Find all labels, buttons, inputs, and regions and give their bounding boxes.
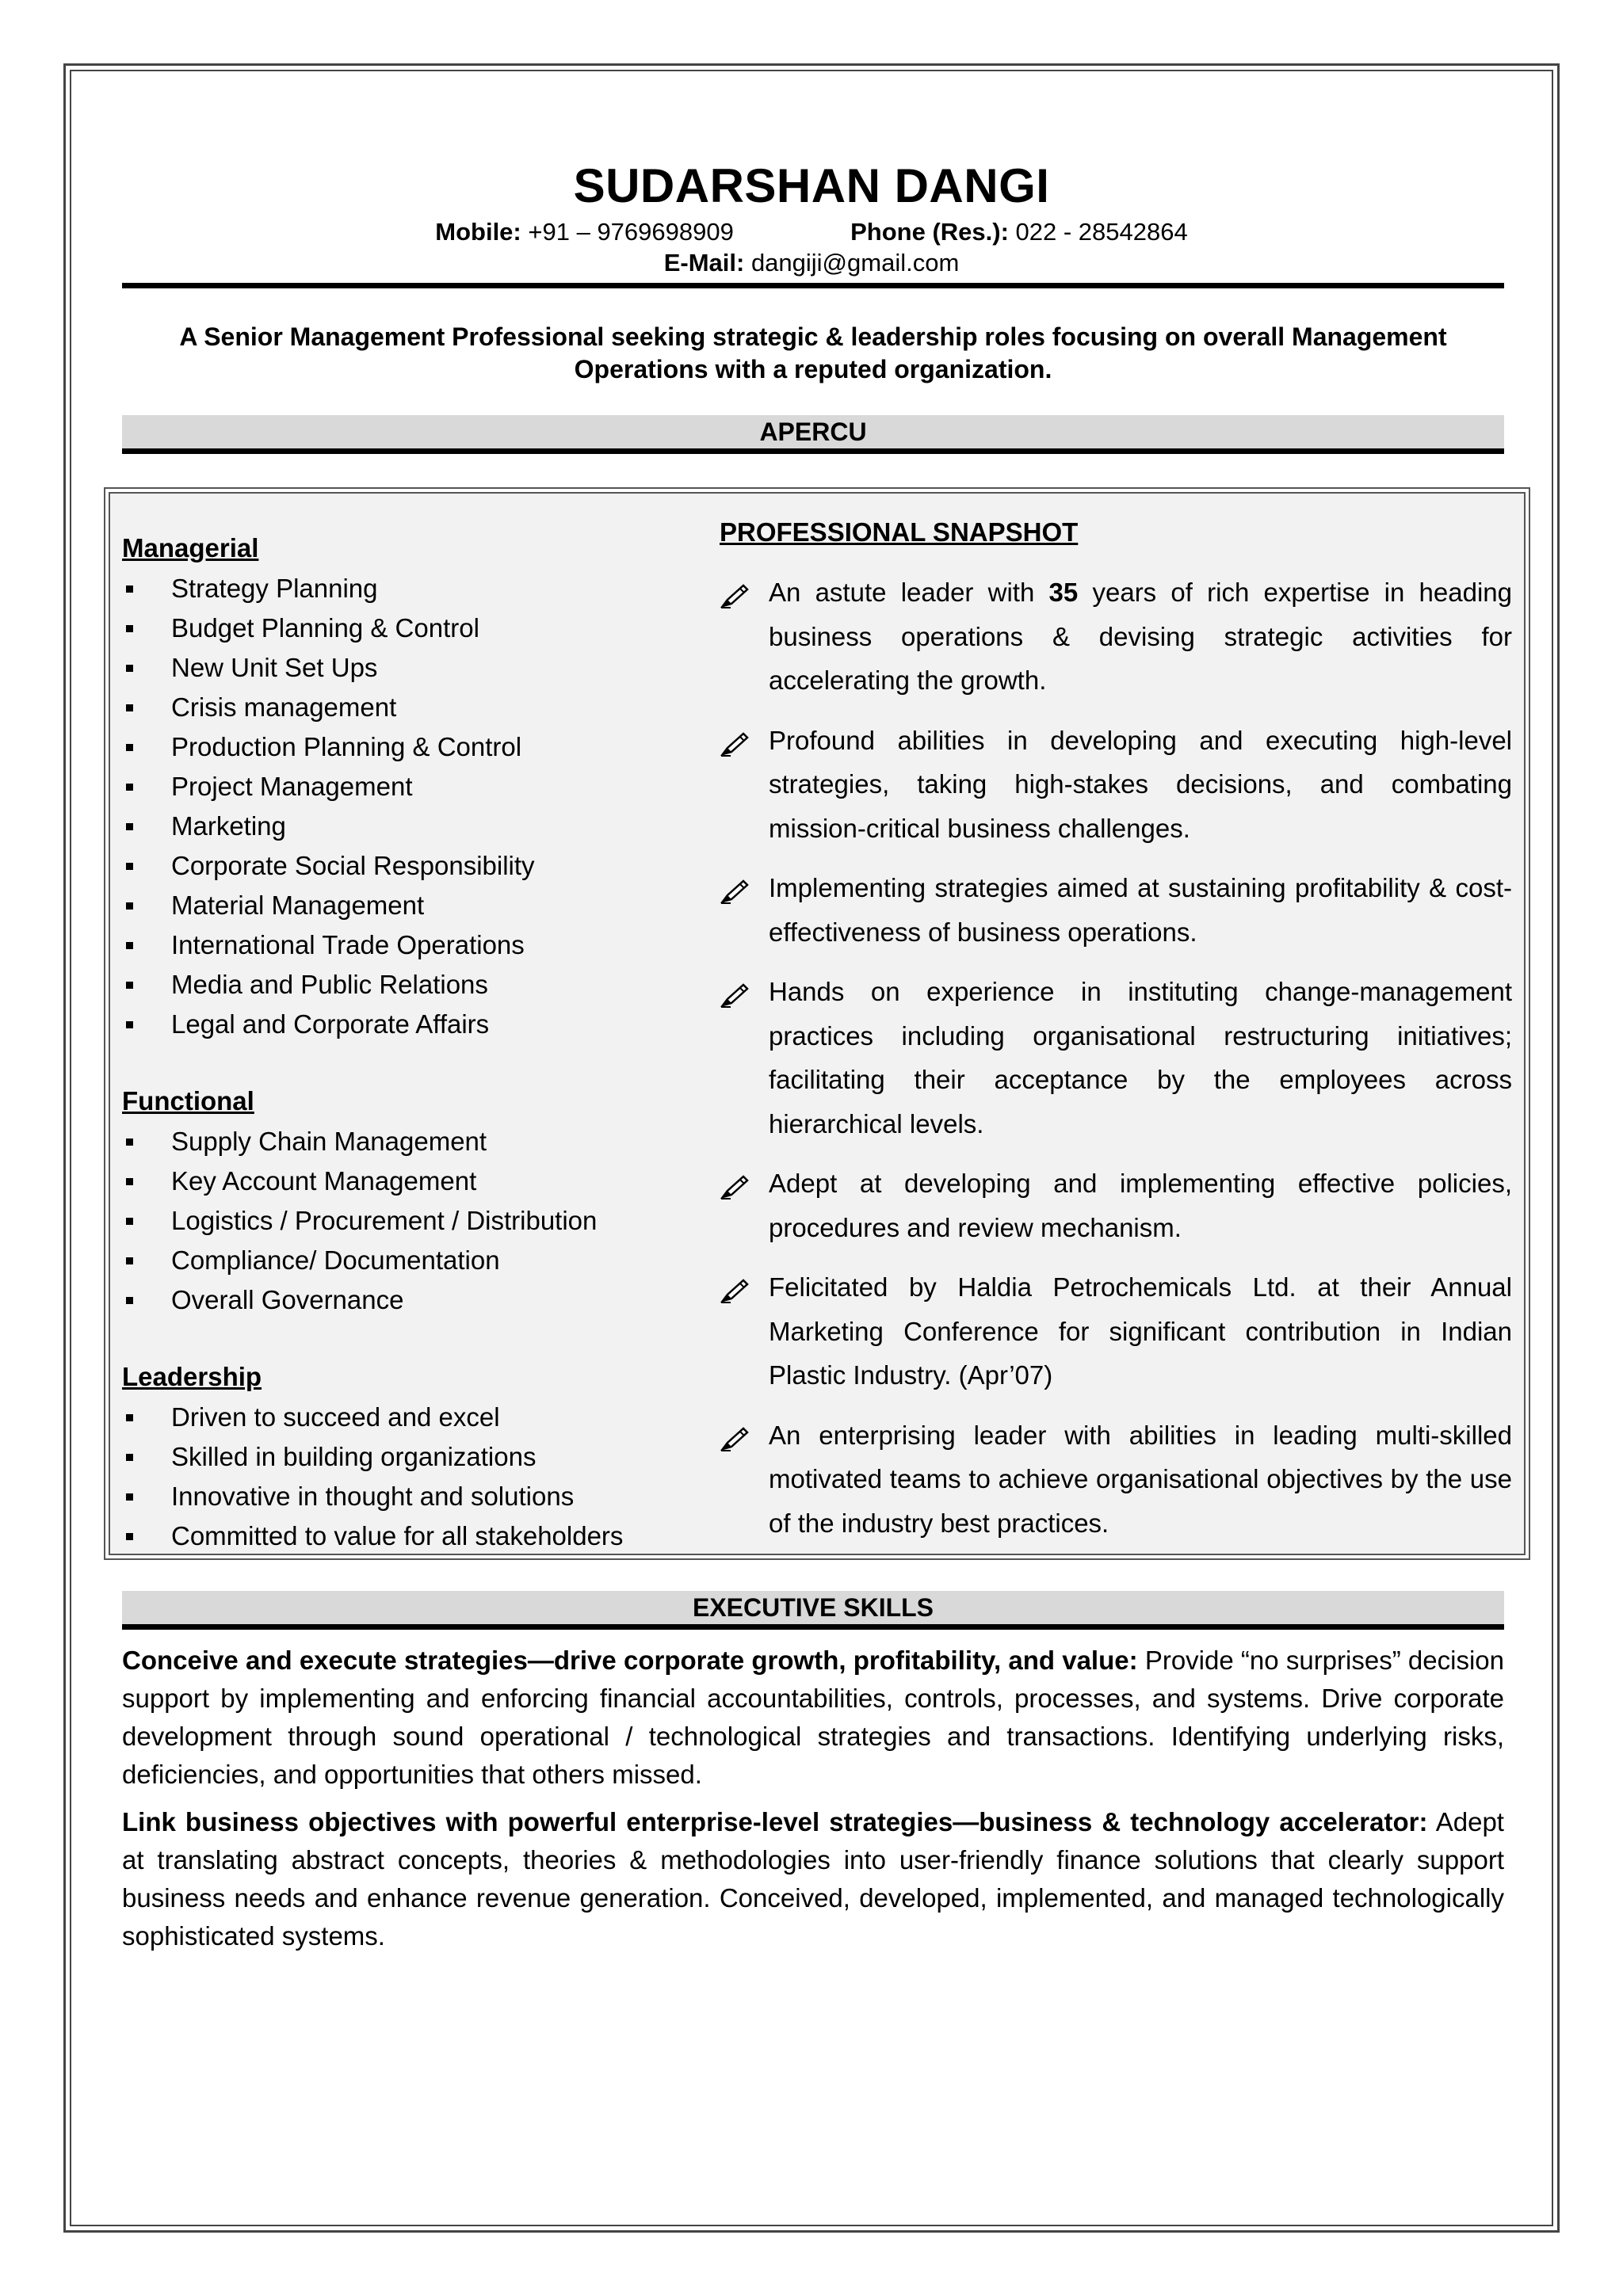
skill-paragraph [122,1803,1504,1955]
list-item: Project Management [122,767,693,807]
section-header-executive-skills: EXECUTIVE SKILLS [122,1591,1504,1630]
pencil-icon [720,1169,750,1196]
phone-label: Phone (Res.): [850,218,1009,246]
snapshot-title: PROFESSIONAL SNAPSHOT [720,517,1079,547]
list-item [720,719,1512,851]
skill-lead: Conceive and execute strategies—drive corporate growth, profitability, and value: [122,1646,1138,1675]
mobile-label: Mobile: [435,218,521,246]
list-item: Key Account Management [122,1161,693,1201]
list-item: Logistics / Procurement / Distribution [122,1201,693,1241]
snapshot-text: Profound abilities in developing and executing high-level strategies, taking high-stakes decisions, and combating mission-critical business challenges. [769,725,1512,843]
competency-list [122,1122,693,1320]
pencil-icon [720,1421,750,1448]
pencil-icon [720,978,750,1005]
section-header-apercu: APERCU [122,415,1504,454]
list-item: Skilled in building organizations [122,1437,693,1477]
snapshot-highlight: 35 [1048,578,1079,607]
skill-text: Provide “no surprises” decision support by implementing and enforcing financial accountabilities, controls, processes, and systems. Drive corporate development through sound operational / technological strategies and transactions. Identifying underlying risks, deficiencies, and opportunities that others missed. [122,1646,1504,1789]
email-label: E-Mail: [663,249,745,277]
snapshot-text: Felicitated by Haldia Petrochemicals Ltd. at their Annual Marketing Conference for significant contribution in Indian Plastic Industry. (Apr’07) [769,1272,1512,1390]
list-item: Supply Chain Management [122,1122,693,1161]
candidate-name: SUDARSHAN DANGI [573,159,1050,212]
competency-category [122,531,693,1044]
list-item [720,1161,1512,1249]
list-item: New Unit Set Ups [122,648,693,688]
list-item: Driven to succeed and excel [122,1398,693,1437]
category-title: Leadership [122,1362,262,1391]
snapshot-text: years of rich expertise in heading business operations & devising strategic activities for accelerating the growth. [769,578,1512,695]
professional-snapshot [720,515,1512,1561]
list-item: International Trade Operations [122,925,693,965]
category-title: Functional [122,1086,254,1116]
list-item: Strategy Planning [122,569,693,608]
pencil-icon [720,727,750,753]
list-item [720,866,1512,954]
objective-statement: A Senior Management Professional seeking strategic & leadership roles focusing on overall Management Operations with a reputed organization. [179,322,1447,383]
list-item: Compliance/ Documentation [122,1241,693,1280]
snapshot-text: Implementing strategies aimed at sustaining profitability & cost-effectiveness of business operations. [769,873,1512,947]
competency-category [122,1360,693,1556]
email-value: dangiji@gmail.com [750,249,960,277]
skill-lead: Link business objectives with powerful enterprise-level strategies—business & technology accelerator: [122,1807,1428,1836]
snapshot-text: An astute leader with [769,578,1049,607]
snapshot-list [720,570,1512,1545]
list-item: Committed to value for all stakeholders [122,1516,693,1556]
header-divider [122,283,1504,288]
pencil-icon [720,1273,750,1300]
pencil-icon [720,578,750,605]
list-item: Media and Public Relations [122,965,693,1005]
competency-list [122,569,693,1044]
list-item [720,570,1512,703]
list-item [720,1265,1512,1398]
skill-text: Adept at translating abstract concepts, theories & methodologies into user-friendly finance solutions that clearly support business needs and enhance revenue generation. Conceived, developed, implemented, and managed technologically sophisticated systems. [122,1807,1504,1951]
snapshot-text: Hands on experience in instituting change-management practices including organisational restructuring initiatives; facilitating their acceptance by the employees across hierarchical levels. [769,977,1512,1138]
pencil-icon [720,874,750,901]
competency-list [122,1398,693,1556]
executive-skills-body [122,1642,1504,1965]
contact-line-phones [0,218,1623,246]
phone-value: 022 - 28542864 [1015,218,1188,246]
competency-column [122,531,693,1596]
list-item: Legal and Corporate Affairs [122,1005,693,1044]
list-item: Material Management [122,886,693,925]
list-item [720,1413,1512,1546]
contact-line-email [0,249,1623,277]
list-item: Innovative in thought and solutions [122,1477,693,1516]
list-item: Corporate Social Responsibility [122,846,693,886]
list-item: Overall Governance [122,1280,693,1320]
snapshot-text: Adept at developing and implementing effective policies, procedures and review mechanism. [769,1169,1512,1242]
list-item: Production Planning & Control [122,727,693,767]
list-item [720,970,1512,1146]
snapshot-text: An enterprising leader with abilities in leading multi-skilled motivated teams to achieve organisational objectives by the use of the industry best practices. [769,1420,1512,1538]
skill-paragraph [122,1642,1504,1794]
list-item: Marketing [122,807,693,846]
list-item: Crisis management [122,688,693,727]
mobile-value: +91 – 9769698909 [528,218,734,246]
category-title: Managerial [122,533,259,563]
competency-category [122,1084,693,1320]
list-item: Budget Planning & Control [122,608,693,648]
